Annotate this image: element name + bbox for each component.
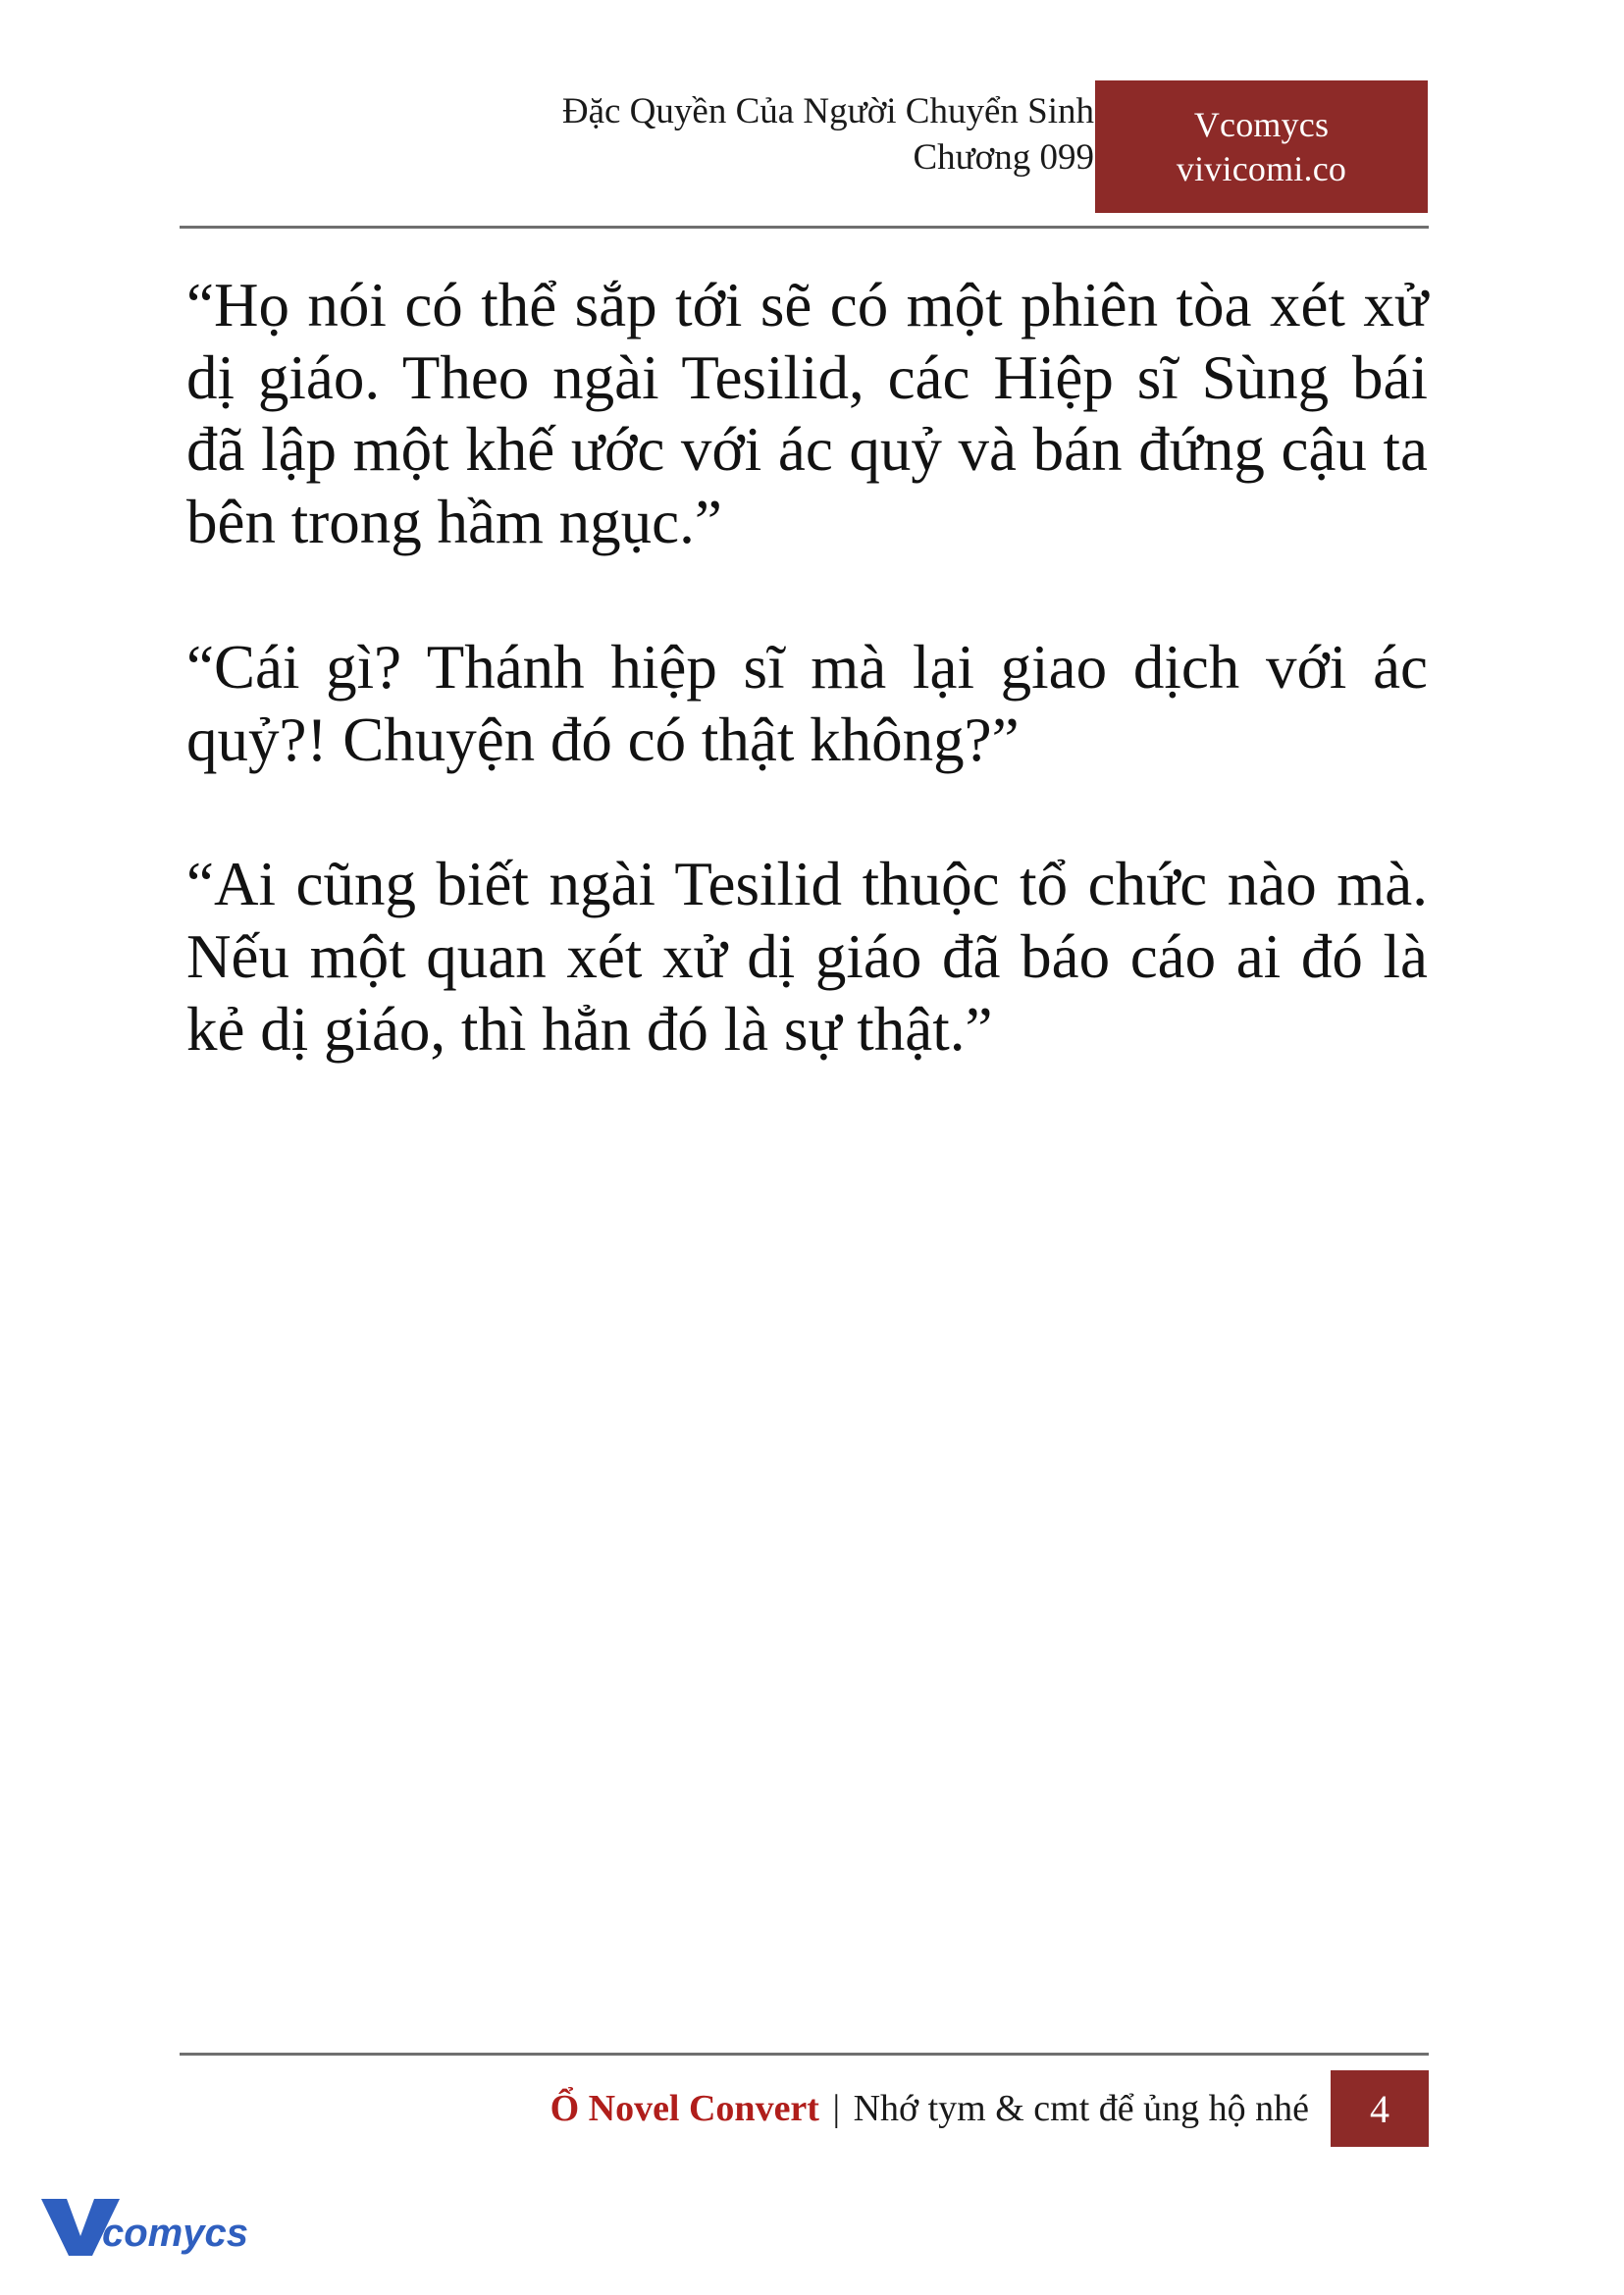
brand-badge <box>1095 80 1428 213</box>
brand-domain: vivicomi.co <box>1176 148 1347 188</box>
page-number-badge: 4 <box>1331 2070 1429 2147</box>
paragraph: “Cái gì? Thánh hiệp sĩ mà lại giao dịch với ác quỷ?! Chuyện đó có thật không?” <box>186 632 1428 774</box>
footer-note: Nhớ tym & cmt để ủng hộ nhé <box>853 2088 1309 2129</box>
page-header <box>180 88 1428 226</box>
header-title-block <box>562 88 1094 182</box>
header-divider <box>180 226 1429 229</box>
footer-separator: | <box>832 2088 841 2129</box>
footer-credit <box>550 2087 1331 2130</box>
paragraph: “Ai cũng biết ngài Tesilid thuộc tổ chức nào mà. Nếu một quan xét xử dị giáo đã báo cáo ai đó là kẻ dị giáo, thì hẳn đó là sự thật.” <box>186 850 1428 1064</box>
svg-text:comycs: comycs <box>102 2212 248 2255</box>
page-content <box>186 270 1435 1066</box>
page-footer <box>180 2070 1429 2147</box>
chapter-label: Chương 099 <box>913 137 1094 179</box>
vcomycs-watermark-logo <box>37 2191 263 2262</box>
footer-divider <box>180 2053 1429 2056</box>
paragraph: “Họ nói có thể sắp tới sẽ có một phiên tòa xét xử dị giáo. Theo ngài Tesilid, các Hiệp sĩ Sùng bái đã lập một khế ước với ác quỷ và bán đứng cậu ta bên trong hầm ngục.” <box>186 271 1428 557</box>
footer-brand-label: Ổ Novel Convert <box>550 2088 819 2129</box>
book-title: Đặc Quyền Của Người Chuyển Sinh <box>561 91 1094 131</box>
brand-name: Vcomycs <box>1193 104 1330 144</box>
footer-inner <box>550 2070 1429 2147</box>
